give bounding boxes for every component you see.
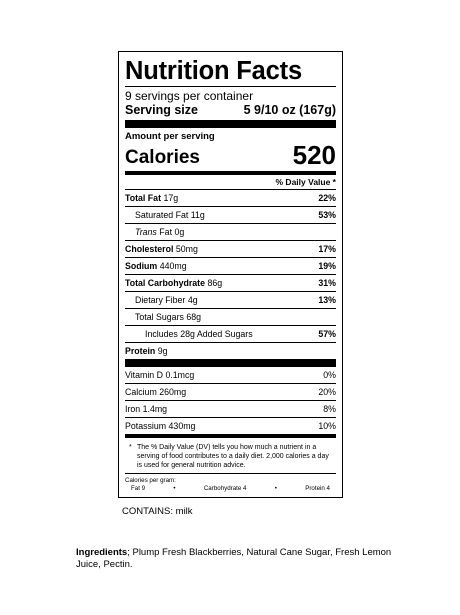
ingredients-label: Ingredients	[76, 547, 128, 558]
vitamin-row: Potassium 430mg 10%	[125, 417, 336, 434]
calories-per-gram: Calories per gram: Fat 9 • Carbohydrate 4 • Protein 4	[125, 477, 330, 492]
calories-label: Calories	[125, 147, 200, 168]
nutrient-row: Total Sugars 68g	[125, 308, 336, 325]
daily-value-header: % Daily Value *	[275, 177, 336, 187]
nutrition-facts-label	[118, 51, 343, 498]
nutrient-row: Protein 9g	[125, 342, 336, 359]
vitamin-row: Iron 1.4mg 8%	[125, 400, 336, 417]
ingredients-statement	[76, 547, 396, 571]
servings-per-container: 9 servings per container	[125, 89, 254, 103]
label-title: Nutrition Facts	[125, 57, 302, 85]
daily-value-footnote: * The % Daily Value (DV) tells you how much a nutrient in a serving of food contributes to a daily diet. 2,000 calories a day is used for general nutrition advice.	[125, 438, 336, 474]
nutrient-row: Total Fat 17g 22%	[125, 189, 336, 206]
vitamin-row: Calcium 260mg 20%	[125, 383, 336, 400]
nutrient-row: Dietary Fiber 4g 13%	[125, 291, 336, 308]
ingredients-text: ; Plump Fresh Blackberries, Natural Cane Sugar, Fresh Lemon Juice, Pectin.	[76, 547, 392, 570]
calories-value: 520	[292, 140, 336, 170]
nutrient-row: Saturated Fat 11g 53%	[125, 206, 336, 223]
nutrient-row: Trans Fat 0g	[125, 223, 336, 240]
nutrient-row: Total Carbohydrate 86g 31%	[125, 274, 336, 291]
calories-row	[125, 142, 336, 168]
serving-size-row	[125, 103, 336, 120]
allergen-statement: CONTAINS: milk	[122, 506, 193, 517]
nutrient-row: Sodium 440mg 19%	[125, 257, 336, 274]
amount-per-serving: Amount per serving	[125, 131, 215, 142]
serving-size-value: 5 9/10 oz (167g)	[243, 103, 336, 117]
serving-size-label: Serving size	[125, 103, 198, 117]
nutrient-row: Includes 28g Added Sugars 57%	[125, 325, 336, 342]
vitamin-row: Vitamin D 0.1mcg 0%	[125, 370, 336, 380]
nutrient-row: Cholesterol 50mg 17%	[125, 240, 336, 257]
